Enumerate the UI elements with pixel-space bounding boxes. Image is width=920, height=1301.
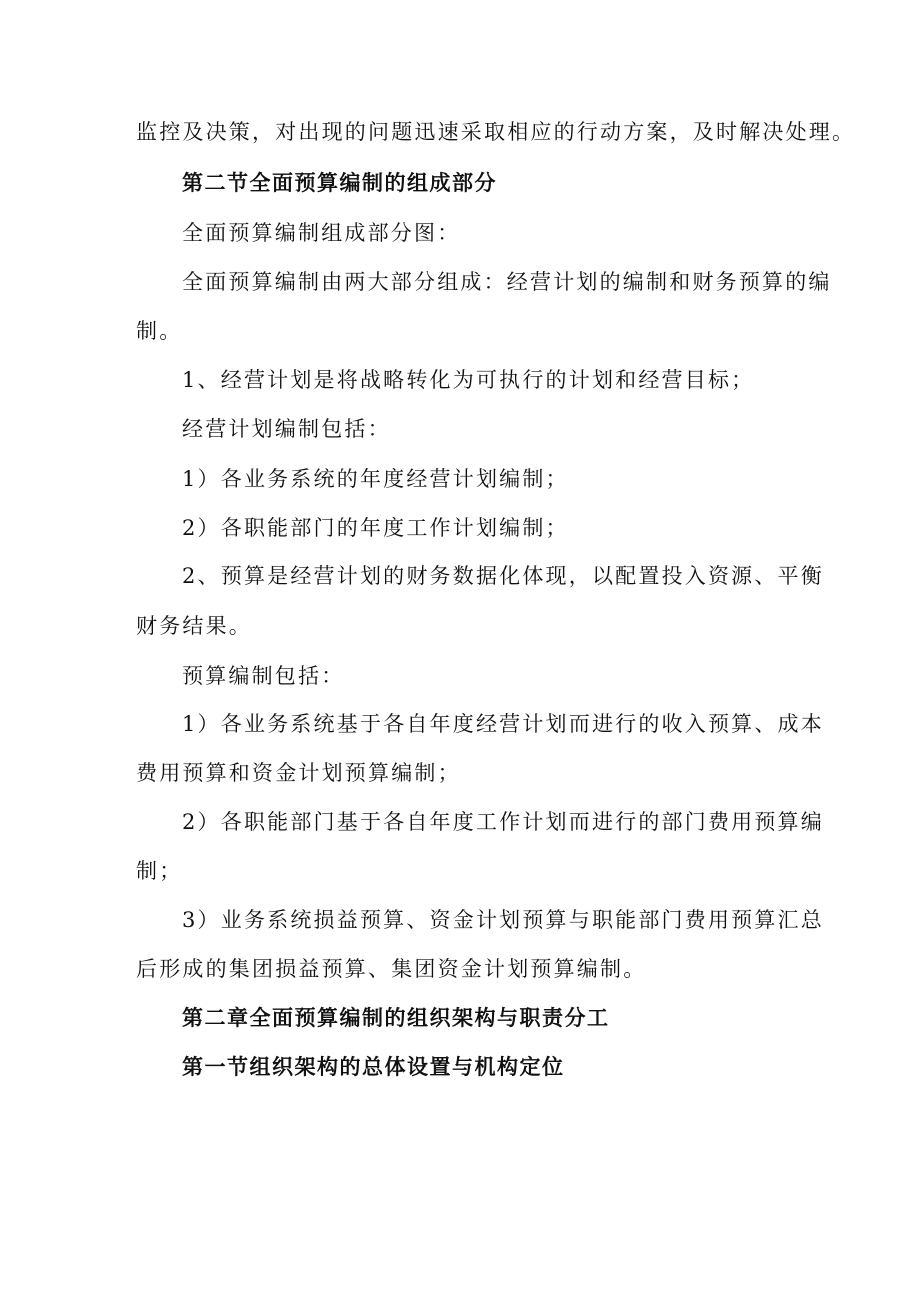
list-item: 2）各职能部门的年度工作计划编制； [182,516,569,540]
paragraph-continuation: 费用预算和资金计划预算编制； [136,761,461,785]
section-heading: 第二节全面预算编制的组成部分 [182,170,497,195]
paragraph-continuation: 制； [136,859,183,883]
paragraph-continuation: 后形成的集团损益预算、集团资金计划预算编制。 [136,957,647,981]
paragraph-continuation: 监控及决策，对出现的问题迅速采取相应的行动方案，及时解决处理。 [136,120,856,144]
paragraph: 经营计划编制包括： [182,417,391,441]
list-item: 1、经营计划是将战略转化为可执行的计划和经营目标； [182,368,755,392]
paragraph: 全面预算编制由两大部分组成：经营计划的编制和财务预算的编 [182,270,832,294]
list-item: 1）各业务系统基于各自年度经营计划而进行的收入预算、成本 [182,712,824,736]
list-item: 2、预算是经营计划的财务数据化体现，以配置投入资源、平衡 [182,564,824,588]
chapter-heading: 第二章全面预算编制的组织架构与职责分工 [182,1005,610,1030]
list-item: 3）业务系统损益预算、资金计划预算与职能部门费用预算汇总 [182,908,824,932]
list-item: 1）各业务系统的年度经营计划编制； [182,467,569,491]
paragraph-continuation: 制。 [136,319,183,343]
paragraph-continuation: 财务结果。 [136,614,252,638]
list-item: 2）各职能部门基于各自年度工作计划而进行的部门费用预算编 [182,810,824,834]
section-heading: 第一节组织架构的总体设置与机构定位 [182,1054,565,1079]
paragraph: 全面预算编制组成部分图： [182,221,461,245]
paragraph: 预算编制包括： [182,664,345,688]
